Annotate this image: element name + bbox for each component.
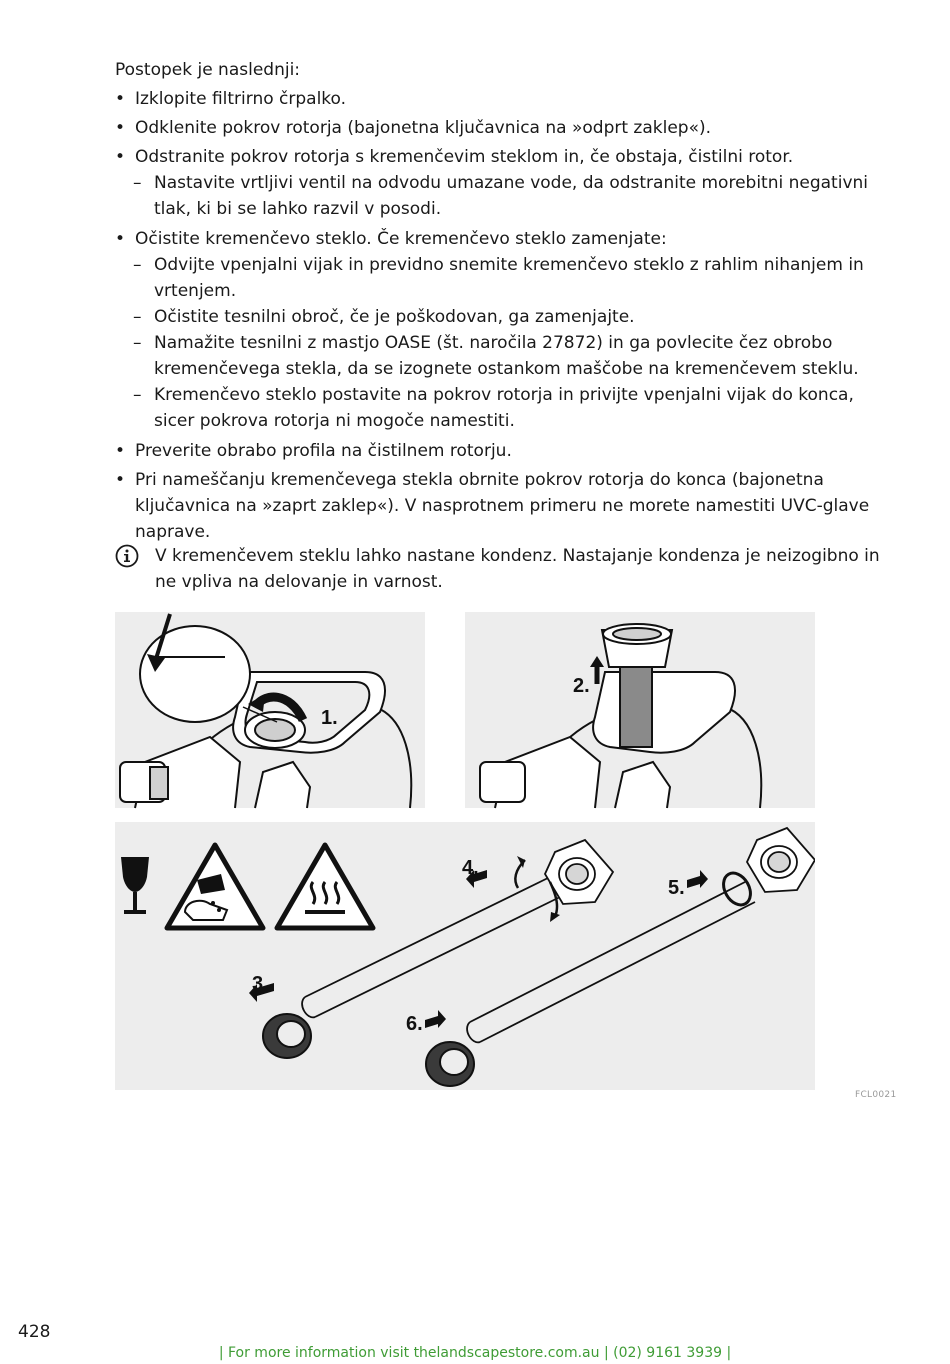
info-icon [115,544,139,576]
dash-mark: – [133,385,142,405]
substep-text: Kremenčevo steklo postavite na pokrov rotorja in privijte vpenjalni vijak do konca, sicer pokrova rotorja ni mogoče namestiti. [154,385,854,431]
bullet-mark: • [115,229,126,249]
bullet-mark: • [115,118,126,138]
bullet-mark: • [115,441,126,461]
step-label-1: 1. [321,707,338,729]
step-text: Očistite kremenčevo steklo. Če kremenčevo steklo zamenjate: [135,229,667,249]
step-text: Pri nameščanju kremenčevega stekla obrnite pokrov rotorja do konca (bajonetna ključavnica na »zaprt zaklep«). V nasprotnem primeru ne morete namestiti UVC-glave naprave. [135,470,870,542]
figure-code: FCL0021 [855,1090,897,1100]
step-label-5: 5. [668,877,685,899]
intro-text: Postopek je naslednji: [115,60,301,80]
maintenance-illustration [115,612,815,1090]
substep-item [133,330,893,382]
bullet-mark: • [115,470,126,490]
clamping-nut-left [263,1014,311,1058]
step-item [115,86,895,112]
substep-item [133,304,893,330]
step-text: Odklenite pokrov rotorja (bajonetna ključavnica na »odprt zaklep«). [135,118,712,138]
step-text: Izklopite filtrirno črpalko. [135,89,347,109]
step-item [115,144,895,170]
step-label-4: 4. [462,857,479,879]
note-text: V kremenčevem steklu lahko nastane kondenz. Nastajanje kondenza je neizogibno in ne vpliva na delovanje in varnost. [155,546,880,592]
substep-text: Nastavite vrtljivi ventil na odvodu umazane vode, da odstranite morebitni negativni tlak, ki bi se lahko razvil v posodi. [154,173,868,219]
dash-mark: – [133,173,142,193]
step-item [115,115,895,141]
step-text: Odstranite pokrov rotorja s kremenčevim steklom in, če obstaja, čistilni rotor. [135,147,794,167]
step-item [115,438,895,464]
footer-link[interactable]: | For more information visit thelandscapestore.com.au | (02) 9161 3939 | [218,1345,732,1361]
dash-mark: – [133,255,142,275]
substep-text: Odvijte vpenjalni vijak in previdno snemite kremenčevo steklo z rahlim nihanjem in vrtenjem. [154,255,864,301]
clamping-nut-right [426,1042,474,1086]
bullet-mark: • [115,147,126,167]
step-label-6: 6. [406,1013,423,1035]
step-item [115,226,895,252]
substep-item [133,170,893,222]
step-item [115,467,895,545]
page-number: 428 [18,1322,51,1342]
substep-item [133,252,893,304]
info-note [115,543,895,595]
dash-mark: – [133,307,142,327]
step-text: Preverite obrabo profila na čistilnem rotorju. [135,441,512,461]
step-label-3: 3. [252,973,269,995]
substep-text: Namažite tesnilni z mastjo OASE (št. naročila 27872) in ga povlecite čez obrobo kremenčevega stekla, da se izognete ostankom maščobe na kremenčevem steklu. [154,333,859,379]
step-label-2: 2. [573,675,590,697]
dash-mark: – [133,333,142,353]
bullet-mark: • [115,89,126,109]
substep-item [133,382,893,434]
substep-text: Očistite tesnilni obroč, če je poškodovan, ga zamenjajte. [154,307,635,327]
